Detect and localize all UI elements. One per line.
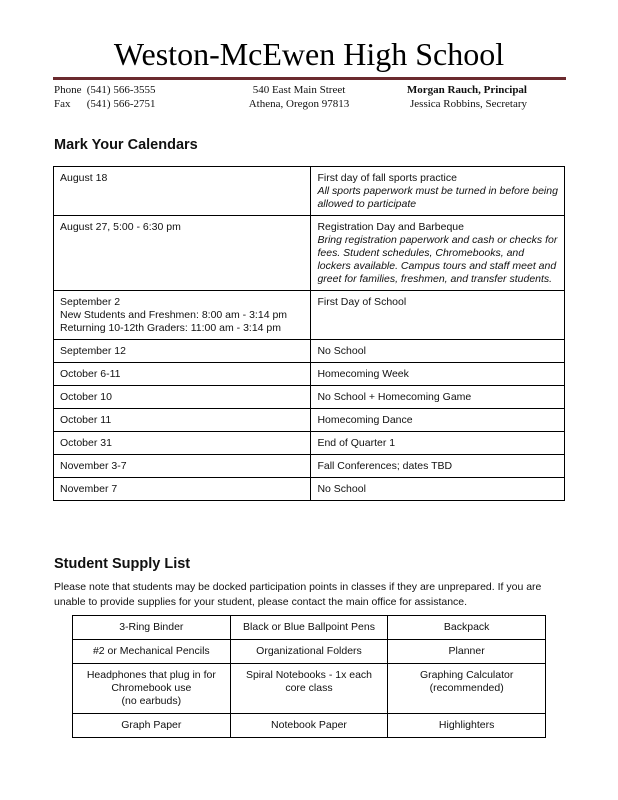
supply-item-text: Graphing Calculator — [419, 669, 514, 681]
supply-item-text: Notebook Paper — [271, 719, 347, 731]
calendar-date: October 11 — [60, 414, 112, 426]
school-title: Weston-McEwen High School — [113, 36, 505, 72]
calendar-event: No School — [317, 345, 366, 357]
calendar-event: Homecoming Dance — [317, 414, 413, 426]
calendar-event-cell — [311, 455, 565, 478]
supply-item — [73, 616, 231, 640]
supply-heading: Student Supply List — [54, 556, 191, 572]
table-row — [54, 455, 565, 478]
calendar-event: First Day of School — [317, 296, 407, 308]
supply-item — [73, 714, 231, 738]
supply-item — [388, 664, 546, 714]
calendar-date: Returning 10-12th Graders: 11:00 am - 3:14 pm — [60, 322, 282, 334]
calendar-date: September 2 — [60, 296, 121, 308]
calendar-event: End of Quarter 1 — [317, 437, 396, 449]
table-row — [54, 167, 565, 216]
table-row — [54, 363, 565, 386]
calendar-event-cell — [311, 432, 565, 455]
supply-item-text: 3-Ring Binder — [119, 621, 184, 633]
supply-item-text: Headphones that plug in for — [86, 669, 216, 681]
principal-name: Morgan Rauch, Principal — [406, 84, 527, 96]
calendar-heading: Mark Your Calendars — [54, 137, 198, 153]
calendar-event: No School + Homecoming Game — [317, 391, 472, 403]
supply-item-text: (no earbuds) — [121, 695, 182, 707]
calendar-event-cell — [311, 291, 565, 340]
supply-item — [230, 640, 388, 664]
calendar-date-cell — [54, 216, 311, 291]
supply-item-text: Graph Paper — [121, 719, 182, 731]
calendar-date-cell — [54, 340, 311, 363]
supply-item — [73, 640, 231, 664]
calendar-event-cell — [311, 340, 565, 363]
fax-number: (541) 566-2751 — [86, 98, 156, 110]
calendar-event-cell — [311, 478, 565, 501]
contact-phone-fax — [54, 83, 156, 111]
calendar-date-cell — [54, 455, 311, 478]
supply-item-text: Black or Blue Ballpoint Pens — [243, 621, 375, 633]
secretary-name: Jessica Robbins, Secretary — [410, 98, 527, 110]
calendar-event: Fall Conferences; dates TBD — [317, 460, 453, 472]
calendar-event-cell — [311, 167, 565, 216]
calendar-event-cell — [311, 386, 565, 409]
table-row — [54, 340, 565, 363]
calendar-event-note: Bring registration paperwork and cash or checks for fees. Student schedules, Chromebooks, and lockers available. Campus tours and staff meet and greet for families, freshmen, and transfer students. — [317, 234, 558, 285]
calendar-date: September 12 — [60, 345, 126, 357]
phone-number: (541) 566-3555 — [86, 84, 156, 96]
calendar-date-cell — [54, 478, 311, 501]
calendar-date-cell — [54, 432, 311, 455]
supply-item — [230, 714, 388, 738]
table-row — [54, 432, 565, 455]
supply-item — [230, 664, 388, 714]
calendar-event-cell — [311, 363, 565, 386]
calendar-date-cell — [54, 363, 311, 386]
supply-item-text: Highlighters — [438, 719, 495, 731]
calendar-date-cell — [54, 167, 311, 216]
calendar-date: August 27, 5:00 - 6:30 pm — [60, 221, 181, 233]
table-row — [73, 714, 546, 738]
supply-item-text: Spiral Notebooks - 1x each — [245, 669, 373, 681]
table-row — [54, 216, 565, 291]
supply-item-text: #2 or Mechanical Pencils — [92, 645, 210, 657]
calendar-date: November 3-7 — [60, 460, 127, 472]
supply-item-text: (recommended) — [429, 682, 504, 694]
supply-item-text: Chromebook use — [111, 682, 192, 694]
header-rule — [53, 77, 566, 80]
table-row — [54, 291, 565, 340]
table-row — [54, 386, 565, 409]
calendar-event-cell — [311, 409, 565, 432]
fax-label: Fax — [54, 98, 71, 110]
calendar-event-note: All sports paperwork must be turned in before being allowed to participate — [317, 185, 558, 210]
supply-item — [388, 616, 546, 640]
supply-table — [72, 615, 546, 738]
calendar-date: November 7 — [60, 483, 118, 495]
supply-item-text: Backpack — [443, 621, 490, 633]
calendar-date: October 6-11 — [60, 368, 121, 380]
table-row — [73, 616, 546, 640]
table-row — [73, 640, 546, 664]
calendar-event: No School — [317, 483, 366, 495]
contact-staff — [380, 83, 527, 111]
phone-label: Phone — [54, 84, 82, 96]
calendar-event-cell — [311, 216, 565, 291]
table-row — [54, 478, 565, 501]
supply-note: Please note that students may be docked participation points in classes if they are unprepared. If you are unable to provide supplies for your student, please contact the main office for assistance. — [54, 581, 542, 608]
contact-address — [240, 83, 358, 111]
supply-item-text: Organizational Folders — [256, 645, 362, 657]
address-line-2: Athena, Oregon 97813 — [248, 98, 350, 110]
calendar-event: Homecoming Week — [317, 368, 409, 380]
calendar-event: First day of fall sports practice — [317, 172, 457, 184]
supply-item — [388, 714, 546, 738]
calendar-date: October 10 — [60, 391, 112, 403]
calendar-date-cell — [54, 409, 311, 432]
supply-item — [388, 640, 546, 664]
calendar-date-cell — [54, 291, 311, 340]
calendar-table — [53, 166, 565, 501]
calendar-date: August 18 — [60, 172, 108, 184]
calendar-event: Registration Day and Barbeque — [317, 221, 464, 233]
supply-item-text: Planner — [448, 645, 485, 657]
table-row — [54, 409, 565, 432]
calendar-date: New Students and Freshmen: 8:00 am - 3:14 pm — [60, 309, 288, 321]
supply-item — [73, 664, 231, 714]
supply-item-text: core class — [285, 682, 333, 694]
calendar-date: October 31 — [60, 437, 112, 449]
address-line-1: 540 East Main Street — [252, 84, 346, 96]
calendar-date-cell — [54, 386, 311, 409]
table-row — [73, 664, 546, 714]
supply-item — [230, 616, 388, 640]
